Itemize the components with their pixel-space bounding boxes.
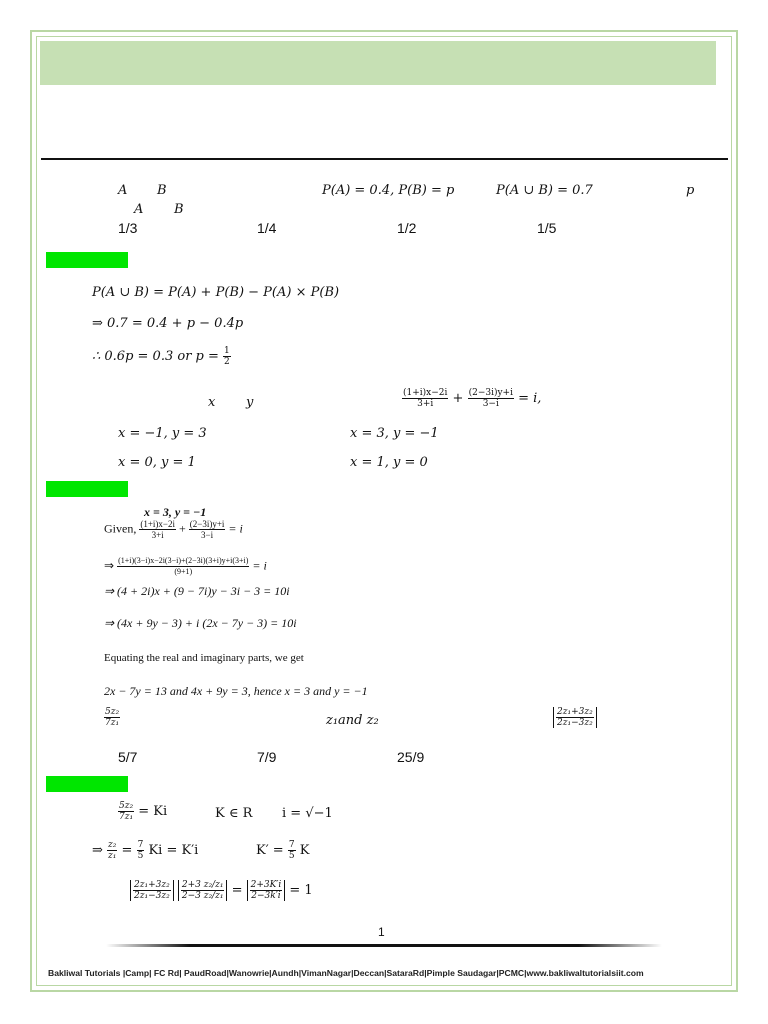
header-band (40, 41, 716, 85)
q2-frac-1-den: 3+i (417, 399, 434, 409)
q3-abs-den: 2z₁−3z₂ (557, 718, 593, 728)
q2-option-2: x = 3, y = −1 (350, 426, 439, 441)
q1-union-prob: P(A ∪ B) = 0.7 (496, 183, 593, 198)
s3-l2-kp-num: 7 (288, 840, 295, 850)
s1-line-3-text: ∴ 0.6p = 0.3 or p = (92, 349, 219, 364)
s3-l1-i: i = √−1 (282, 806, 333, 821)
s3-l2-sf-num: 7 (137, 840, 144, 850)
q1-var-b: B (157, 183, 167, 198)
solution-tag-3 (46, 776, 128, 792)
q1-var-b2: B (174, 202, 184, 217)
q1-var-a2: A (134, 202, 144, 217)
s3-line-1 (118, 801, 167, 822)
q1-option-4: 1/5 (537, 220, 557, 236)
s3-l3-a-bars (130, 880, 174, 901)
s3-l2-sf-den: 5 (137, 851, 144, 861)
s3-l3-c-num: 2+3K′i (250, 880, 282, 890)
s3-l3-c-bars (247, 880, 286, 901)
s1-line-2: ⇒ 0.7 = 0.4 + p − 0.4p (92, 316, 244, 331)
s1-fraction (223, 346, 231, 367)
q2-plus: + (452, 391, 464, 406)
s2-step-2: ⇒ (4 + 2i)x + (9 − 7i)y − 3i − 3 = 10i (104, 584, 290, 598)
footer-rule (106, 944, 662, 947)
s3-l2-kp-den: 5 (288, 851, 295, 861)
q2-frac-1-num: (1+i)x−2i (403, 388, 448, 398)
s3-line-2 (92, 840, 198, 861)
s3-l3-c-frac (250, 880, 283, 901)
s3-l2-seven-fifths (137, 840, 145, 861)
q3-option-1: 5/7 (118, 749, 138, 765)
s3-l2-kp-frac (288, 840, 296, 861)
q2-frac-2-num: (2−3i)y+i (468, 388, 513, 398)
q1-given-probs: P(A) = 0.4, P(B) = p (322, 183, 455, 198)
s2-step-1-den: (9+1) (174, 567, 193, 576)
s3-l2-eq: = (121, 843, 133, 858)
q2-frac-2-den: 3−i (482, 399, 499, 409)
q2-rhs: = i, (518, 391, 542, 406)
s2-step-1-num: (1+i)(3−i)x−2i(3−i)+(2−3i)(3+i)y+i(3+i) (118, 556, 249, 565)
q2-option-3: x = 0, y = 1 (118, 455, 196, 470)
q3-option-3: 25/9 (397, 749, 425, 765)
q1-option-1: 1/3 (118, 220, 138, 236)
q3-lhs-frac (104, 707, 120, 728)
s2-given-frac-1 (139, 519, 176, 540)
s3-l2-kp-label: K′ = (256, 843, 284, 858)
s3-l1-k: K ∈ R (215, 806, 253, 821)
q2-var-y: y (246, 395, 254, 410)
q1-ask-var: p (686, 183, 695, 198)
q3-abs-num: 2z₁+3z₂ (557, 707, 593, 717)
s3-l1-rhs: = Ki (138, 804, 168, 819)
s2-given-frac-2 (189, 519, 226, 540)
s3-l2-rest: Ki = K′i (148, 843, 199, 858)
q1-var-a: A (118, 183, 128, 198)
s2-given-frac-2-num: (2−3i)y+i (189, 519, 225, 529)
q2-option-4: x = 1, y = 0 (350, 455, 428, 470)
s3-l2-num: z₂ (108, 840, 117, 850)
q3-lhs (104, 707, 120, 728)
q3-lhs-num: 5z₂ (105, 707, 120, 717)
q2-option-1: x = −1, y = 3 (118, 426, 207, 441)
s2-step-1 (104, 556, 267, 577)
header-rule (41, 158, 728, 160)
q1-option-2: 1/4 (257, 220, 277, 236)
s3-l3-b-num: 2+3 z₂/z₁ (181, 880, 224, 890)
solution-tag-1 (46, 252, 128, 268)
s1-frac-den: 2 (224, 357, 230, 367)
s2-given-rhs: = i (228, 521, 243, 536)
s2-step-1-frac (117, 556, 249, 577)
s2-step-4: Equating the real and imaginary parts, we get (104, 652, 304, 664)
s3-line-3 (130, 880, 313, 901)
q3-abs (553, 707, 597, 728)
s2-step-3: ⇒ (4x + 9y − 3) + i (2x − 7y − 3) = 10i (104, 616, 297, 630)
s2-step-5: 2x − 7y = 13 and 4x + 9y = 3, hence x = 3 and y = −1 (104, 684, 368, 698)
s3-l1-den: 7z₁ (119, 812, 134, 822)
s3-l3-a-den: 2z₁−3z₂ (134, 891, 170, 901)
s2-given-frac-1-num: (1+i)x−2i (140, 519, 175, 529)
s3-l2-frac (107, 840, 117, 861)
q2-frac-2 (468, 388, 514, 409)
q3-option-2: 7/9 (257, 749, 277, 765)
q2-frac-1 (402, 388, 448, 409)
s3-l3-c-den: 2−3k′i (251, 891, 281, 901)
q2-equation (402, 388, 541, 409)
s2-answer: x = 3, y = −1 (144, 505, 207, 519)
s3-l3-eq: = (231, 883, 243, 898)
s1-line-1: P(A ∪ B) = P(A) + P(B) − P(A) × P(B) (92, 285, 340, 300)
s3-l2-kprime (256, 840, 309, 861)
q1-option-3: 1/2 (397, 220, 417, 236)
s2-step-1-arrow: ⇒ (104, 558, 115, 573)
s3-l1-frac (118, 801, 134, 822)
s2-given: Given, $\frac{(1+i)x-2i}{3+i}$ + $\frac{(2-3i)y+i}{3-i}$ = i (104, 519, 243, 540)
q2-var-x: x (208, 395, 216, 410)
page-number: 1 (378, 925, 385, 939)
s2-given-label: Given, (104, 521, 137, 536)
s3-l3-b-frac (181, 880, 225, 901)
s1-line-3 (92, 346, 231, 367)
solution-tag-2 (46, 481, 128, 497)
s3-l3-b-bars (178, 880, 228, 901)
s3-l2-kp-rest: K (299, 843, 310, 858)
s1-frac-num: 1 (224, 346, 230, 356)
q3-abs-frac (556, 707, 594, 728)
s3-l3-rhs: = 1 (289, 883, 313, 898)
s2-given-frac-1-den: 3+i (151, 530, 164, 540)
s3-l1-num: 5z₂ (119, 801, 134, 811)
s2-step-1-rhs: = i (252, 558, 267, 573)
q3-abs-bars (553, 707, 597, 728)
s3-l3-a-frac (133, 880, 171, 901)
s3-l3-b-den: 2−3 z₂/z₁ (181, 891, 224, 901)
s2-given-frac-2-den: 3−i (201, 530, 214, 540)
s3-l3-a-num: 2z₁+3z₂ (134, 880, 170, 890)
s3-l2-den: z₁ (108, 851, 117, 861)
q3-mid: z₁and z₂ (326, 713, 379, 728)
footer-text: Bakliwal Tutorials |Camp| FC Rd| PaudRoad|Wanowrie|Aundh|VimanNagar|Deccan|SataraRd|Pimple Saudagar|PCMC|www.bakliwaltutorialsiit.com (48, 968, 644, 978)
q3-lhs-den: 7z₁ (105, 718, 120, 728)
s3-l2-arrow: ⇒ (92, 843, 103, 858)
